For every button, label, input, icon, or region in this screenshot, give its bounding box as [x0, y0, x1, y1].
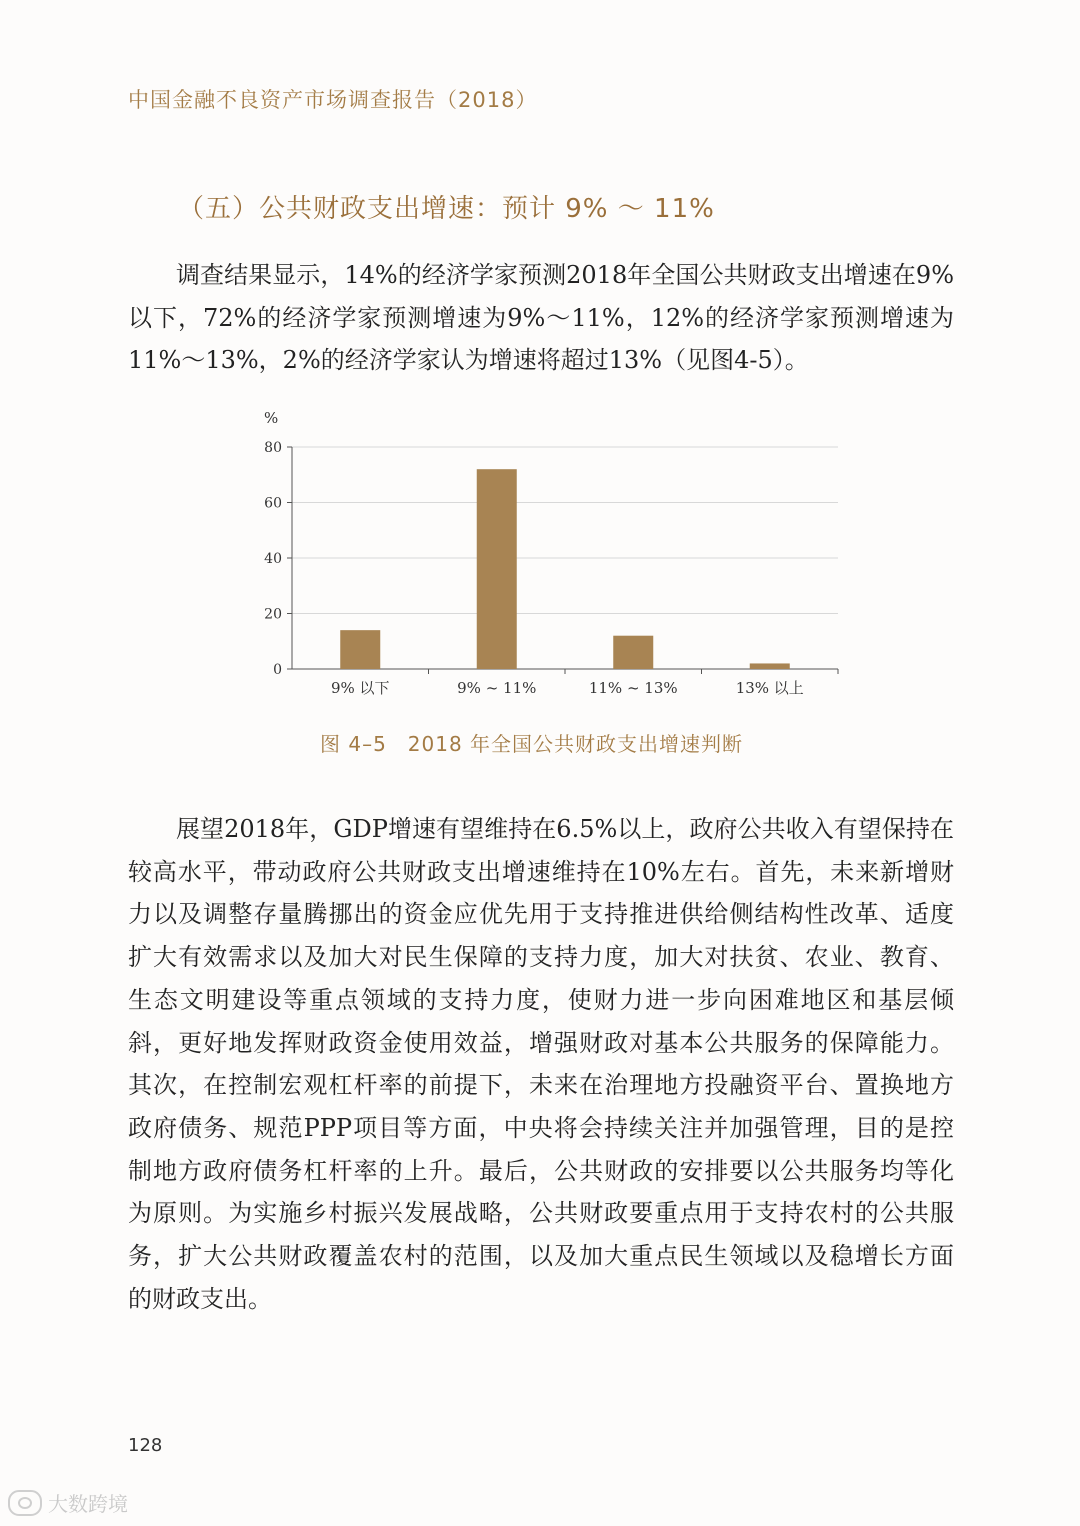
- running-head-title: 中国金融不良资产市场调查报告（2018）: [128, 88, 538, 112]
- x-tick-label: 9% ~ 11%: [457, 679, 537, 697]
- intro-paragraph: [128, 254, 954, 382]
- paragraph-line: 力以及调整存量腾挪出的资金应优先用于支持推进供给侧结构性改革、适度: [128, 900, 954, 929]
- y-tick-label: 60: [264, 495, 282, 512]
- paragraph-line: 生态文明建设等重点领域的支持力度，使财力进一步向困难地区和基层倾: [128, 985, 954, 1014]
- paragraph-line: 为原则。为实施乡村振兴发展战略，公共财政要重点用于支持农村的公共服: [128, 1199, 954, 1228]
- paragraph-line: 较高水平，带动政府公共财政支出增速维持在10%左右。首先，未来新增财: [128, 857, 954, 886]
- y-axis-unit-label: %: [264, 409, 279, 427]
- bar: [750, 663, 790, 669]
- x-tick-label: 11% ~ 13%: [588, 679, 678, 697]
- paragraph-line: 的财政支出。: [128, 1284, 272, 1313]
- paragraph-line: 斜，更好地发挥财政资金使用效益，增强财政对基本公共服务的保障能力。: [128, 1028, 954, 1057]
- paragraph-line: 其次，在控制宏观杠杆率的前提下，未来在治理地方投融资平台、置换地方: [128, 1071, 954, 1100]
- figure-caption: 图 4–5 2018 年全国公共财政支出增速判断: [320, 732, 744, 756]
- x-tick-label: 9% 以下: [330, 679, 390, 697]
- bar: [613, 636, 653, 669]
- paragraph-line: 制地方政府债务杠杆率的上升。最后，公共财政的安排要以公共服务均等化: [128, 1156, 954, 1185]
- bar: [477, 469, 517, 669]
- y-tick-label: 20: [264, 606, 282, 623]
- paragraph-line: 务，扩大公共财政覆盖农村的范围，以及加大重点民生领域以及稳增长方面: [128, 1242, 954, 1271]
- paragraph-line: 政府债务、规范PPP项目等方面，中央将会持续关注并加强管理，目的是控: [128, 1113, 954, 1142]
- watermark: [8, 1488, 128, 1517]
- y-tick-label: 40: [264, 551, 282, 567]
- paragraph-line: 展望2018年，GDP增速有望维持在6.5%以上，政府公共收入有望保持在: [176, 815, 954, 843]
- paragraph-line: 以下，72%的经济学家预测增速为9%～11%，12%的经济学家预测增速为: [128, 303, 954, 332]
- bar-chart: [250, 405, 850, 715]
- paragraph-line: 扩大有效需求以及加大对民生保障的支持力度，加大对扶贫、农业、教育、: [128, 943, 954, 972]
- section-heading: （五）公共财政支出增速：预计 9% ～ 11%: [178, 194, 715, 224]
- y-tick-label: 80: [264, 440, 282, 456]
- y-tick-label: 0: [273, 662, 282, 678]
- paragraph-line: 11%～13%，2%的经济学家认为增速将超过13%（见图4-5）。: [128, 346, 809, 375]
- x-tick-label: 13% 以上: [735, 679, 804, 697]
- outlook-paragraph: [128, 808, 954, 1320]
- page-number: 128: [128, 1435, 163, 1456]
- chart-svg: [250, 405, 850, 715]
- paragraph-line: 调查结果显示，14%的经济学家预测2018年全国公共财政支出增速在9%: [176, 261, 954, 289]
- watermark-logo-icon: [8, 1490, 42, 1516]
- bar: [340, 630, 380, 669]
- watermark-text: 大数跨境: [48, 1492, 128, 1516]
